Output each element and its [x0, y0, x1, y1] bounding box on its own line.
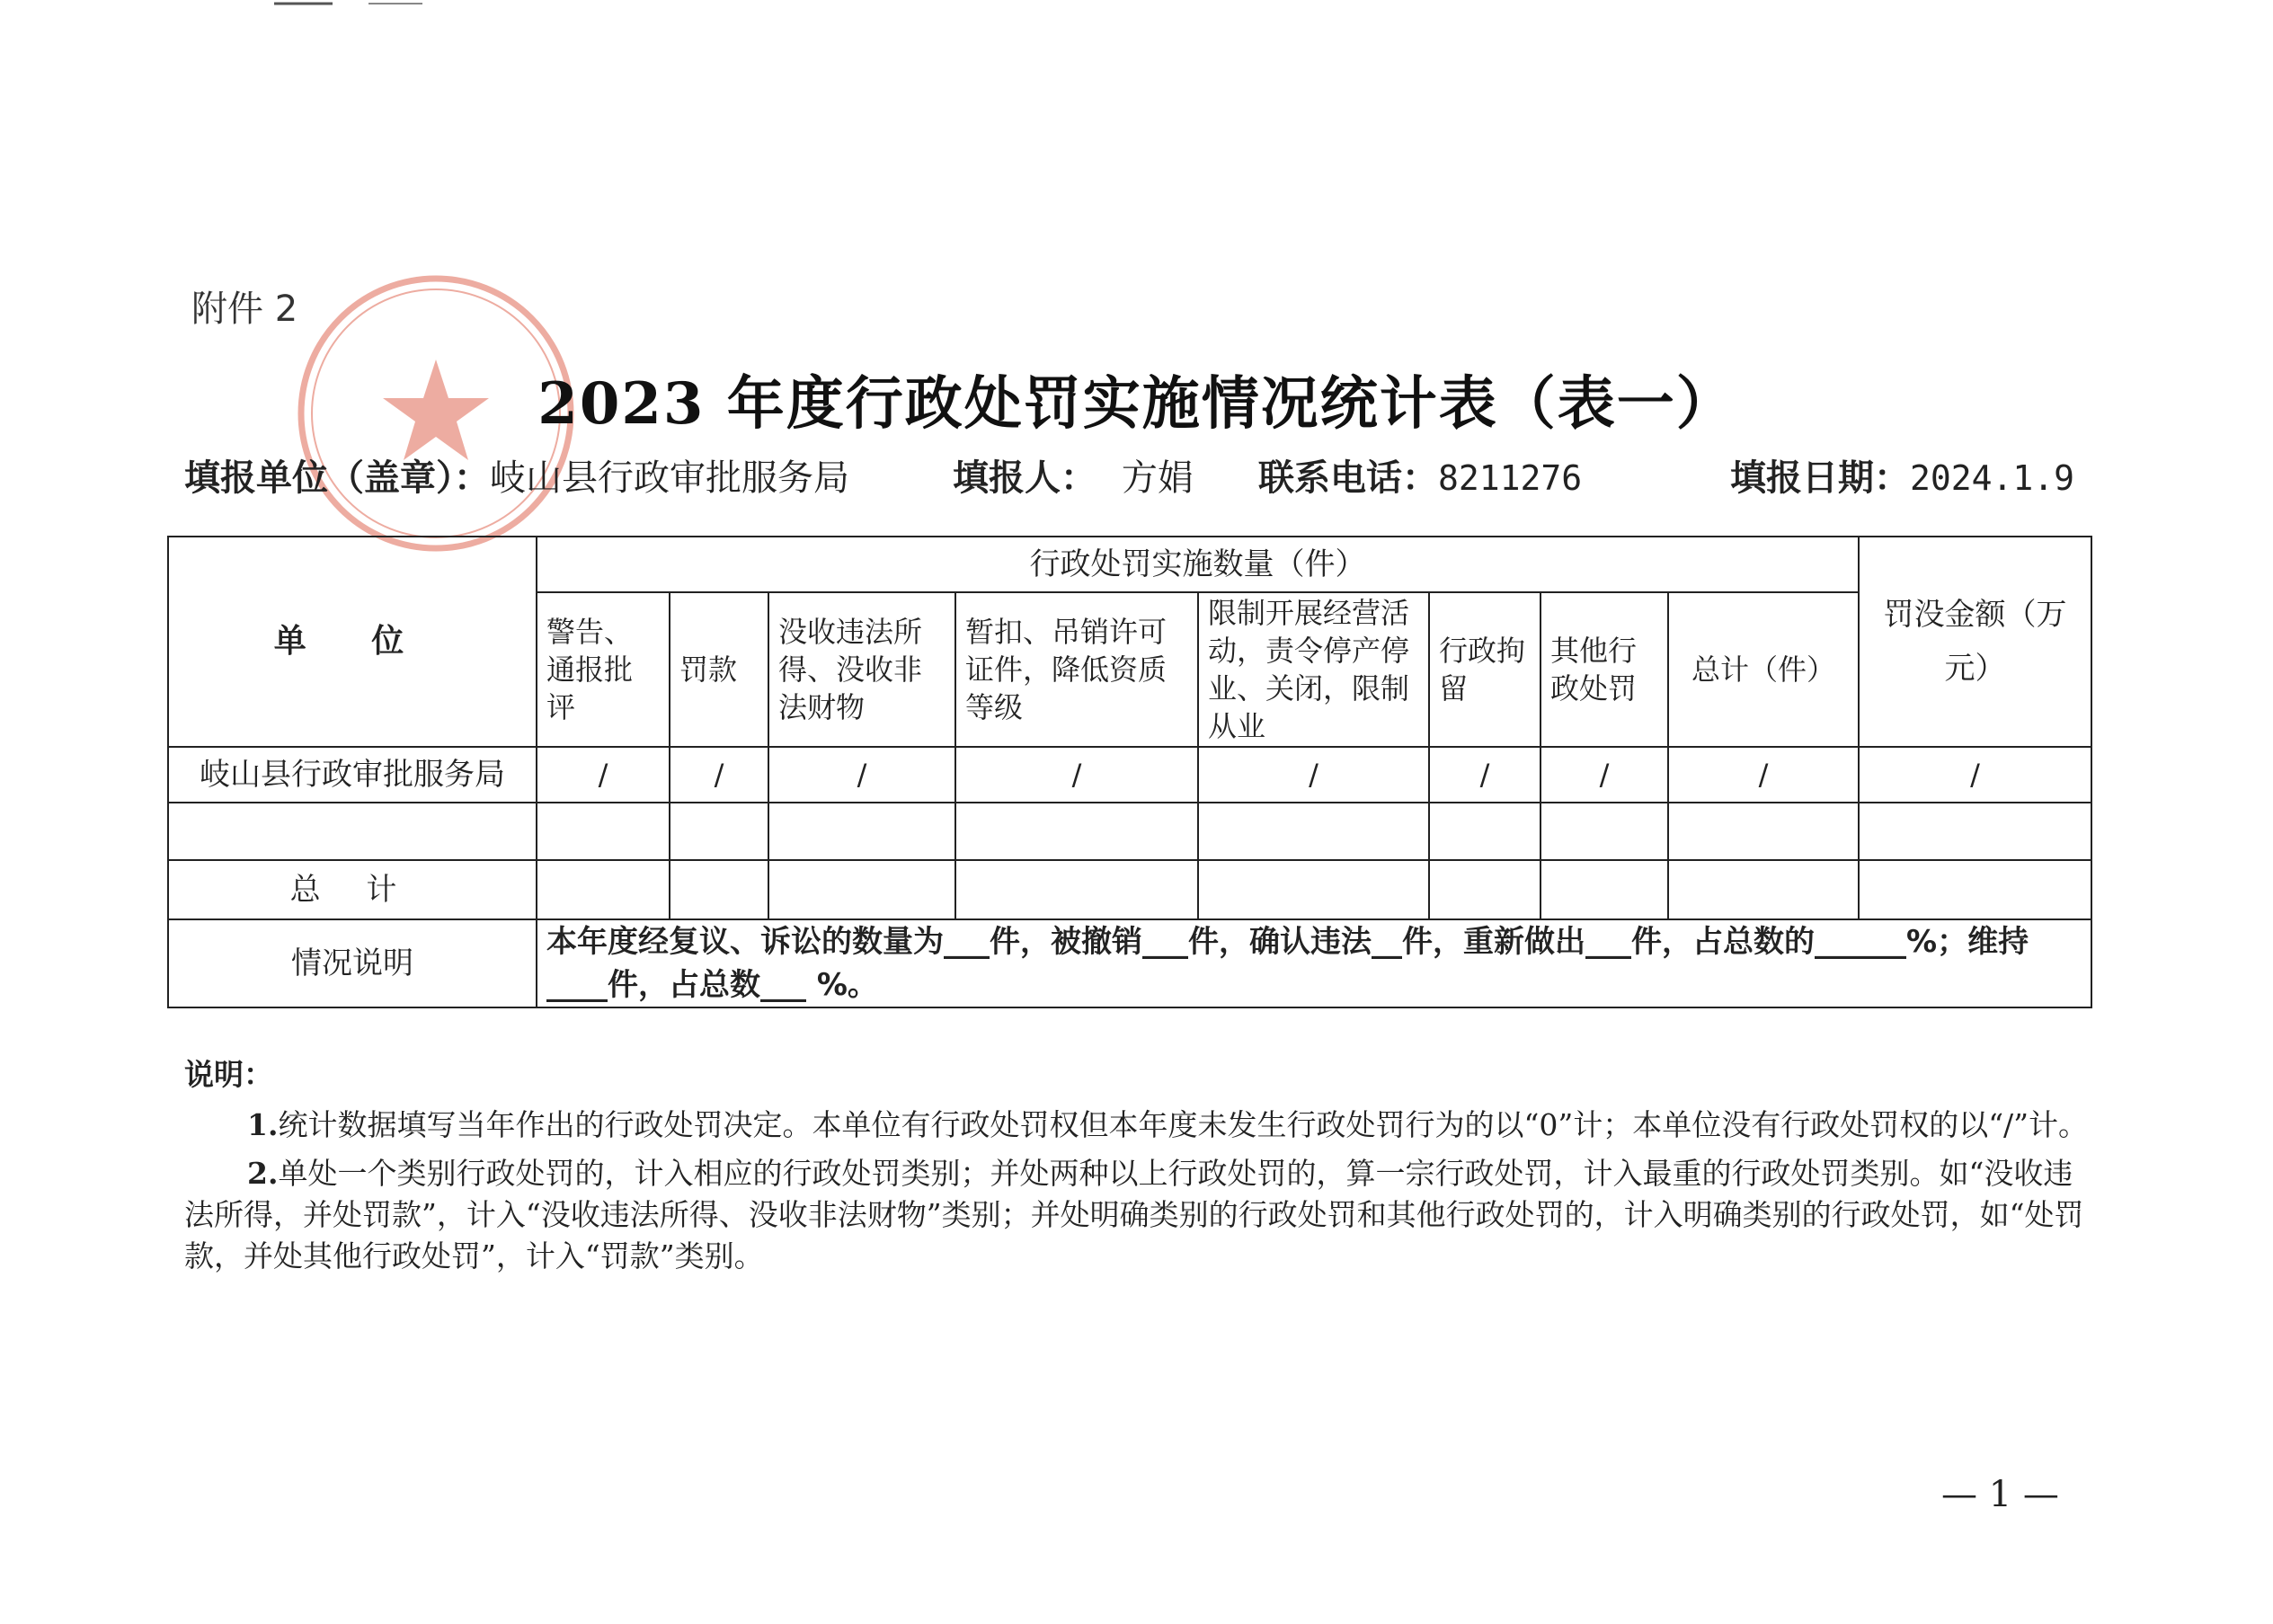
- reporter-label: 填报人：: [953, 457, 1097, 499]
- contact-phone-value: 8211276: [1438, 458, 1583, 498]
- column-header-warning: 警告、通报批评: [537, 592, 670, 747]
- table-cell: [1540, 803, 1668, 860]
- amount-column-header: 罚没金额（万元）: [1859, 537, 2091, 747]
- table-cell: /: [1859, 747, 2091, 803]
- row-unit-name: 岐山县行政审批服务局: [168, 747, 537, 803]
- table-cell: [1859, 803, 2091, 860]
- note-item-2-text: 单处一个类别行政处罚的，计入相应的行政处罚类别；并处两种以上行政处罚的，算一宗行政处罚，计入最重的行政处罚类别。如“没收违法所得，并处罚款”，计入“没收违法所得、没收非法财物”类别；并处明确类别的行政处罚和其他行政处罚的，计入明确类别的行政处罚，如“处罚款，并处其他行政处罚”，计入“罚款”类别。: [184, 1156, 2084, 1273]
- row-unit-name: [168, 803, 537, 860]
- table-row: [168, 803, 2091, 860]
- table-cell: [1540, 860, 1668, 919]
- table-cell: /: [768, 747, 955, 803]
- table-cell: /: [670, 747, 768, 803]
- column-header-license-suspension: 暂扣、吊销许可证件，降低资质等级: [955, 592, 1198, 747]
- report-date-value: 2024.1.9: [1910, 458, 2075, 498]
- table-cell: /: [537, 747, 670, 803]
- table-cell: [955, 860, 1198, 919]
- table-cell: [537, 803, 670, 860]
- column-header-business-restriction: 限制开展经营活动，责令停产停业、关闭，限制从业: [1198, 592, 1429, 747]
- table-cell: [1668, 803, 1859, 860]
- total-label: 总 计: [168, 860, 537, 919]
- table-cell: [1198, 803, 1429, 860]
- column-header-fine: 罚款: [670, 592, 768, 747]
- table-header-row-1: [168, 537, 2091, 592]
- table-cell: [1429, 860, 1540, 919]
- note-item-1: [184, 1105, 2090, 1146]
- situation-text: 本年度经复议、诉讼的数量为___件，被撤销___件，确认违法__件，重新做出___件，占总数的______%；维持____件，占总数___ %。: [537, 919, 2091, 1007]
- contact-phone-label: 联系电话：: [1258, 457, 1438, 499]
- table-cell: /: [955, 747, 1198, 803]
- scan-mark: [270, 0, 431, 11]
- table-cell: /: [1668, 747, 1859, 803]
- column-header-other-penalty: 其他行政处罚: [1540, 592, 1668, 747]
- notes-section: [184, 1052, 2090, 1284]
- report-date-label: 填报日期：: [1730, 457, 1910, 499]
- table-cell: /: [1198, 747, 1429, 803]
- unit-column-header: 单 位: [168, 537, 537, 747]
- table-cell: [768, 803, 955, 860]
- page-number: — 1 —: [1941, 1474, 2059, 1515]
- table-cell: [670, 860, 768, 919]
- table-cell: [768, 860, 955, 919]
- penalty-statistics-table: [167, 536, 2092, 1008]
- table-cell: [1859, 860, 2091, 919]
- reporting-unit: [184, 449, 849, 501]
- table-row: [168, 747, 2091, 803]
- table-cell: [1429, 803, 1540, 860]
- note-item-1-text: 统计数据填写当年作出的行政处罚决定。本单位有行政处罚权但本年度未发生行政处罚行为的以“0”计；本单位没有行政处罚权的以“/”计。: [278, 1107, 2089, 1142]
- total-row: [168, 860, 2091, 919]
- report-date: [1730, 449, 2074, 501]
- column-header-confiscation: 没收违法所得、没收非法财物: [768, 592, 955, 747]
- table-cell: /: [1429, 747, 1540, 803]
- page-title: 2023 年度行政处罚实施情况统计表（表一）: [537, 370, 1736, 438]
- table-cell: [670, 803, 768, 860]
- reporter: [953, 449, 1194, 501]
- penalty-count-group-header: 行政处罚实施数量（件）: [537, 537, 1859, 592]
- situation-row: [168, 919, 2091, 1007]
- situation-label: 情况说明: [168, 919, 537, 1007]
- table-cell: /: [1540, 747, 1668, 803]
- reporter-value: 方娟: [1121, 457, 1194, 499]
- attachment-label: 附件 2: [191, 288, 298, 330]
- reporting-unit-value: 岐山县行政审批服务局: [490, 457, 849, 499]
- table-cell: [955, 803, 1198, 860]
- table-cell: [537, 860, 670, 919]
- reporting-unit-label: 填报单位（盖章）：: [184, 457, 490, 499]
- column-header-detention: 行政拘留: [1429, 592, 1540, 747]
- note-item-2: [184, 1153, 2090, 1277]
- column-header-total-count: 总计（件）: [1668, 592, 1859, 747]
- notes-title: 说明：: [184, 1057, 273, 1092]
- table-cell: [1198, 860, 1429, 919]
- contact-phone: [1258, 449, 1582, 501]
- note-item-2-number: 2.: [247, 1156, 279, 1191]
- note-item-1-number: 1.: [247, 1107, 279, 1142]
- table-cell: [1668, 860, 1859, 919]
